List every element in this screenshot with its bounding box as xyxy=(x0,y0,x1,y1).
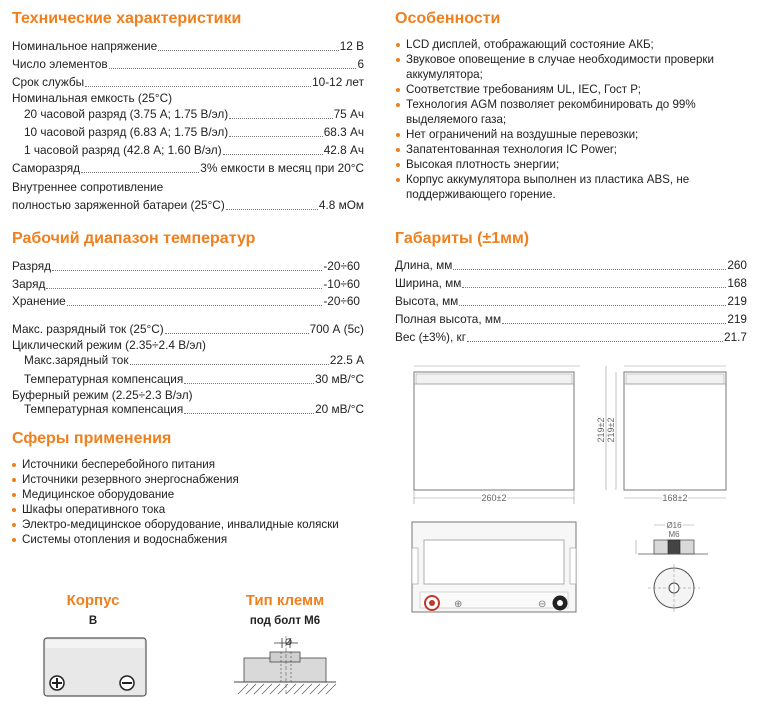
leader-dots xyxy=(453,268,726,270)
spec-label: полностью заряженной батареи (25°C) xyxy=(12,198,225,212)
temp-value: -20÷60 xyxy=(323,259,360,273)
dim-weight xyxy=(395,329,747,344)
list-item: Шкафы оперативного тока xyxy=(10,502,370,517)
terminal-thread-label: M6 xyxy=(668,530,680,539)
temp-storage xyxy=(12,293,360,308)
dim-label: Длина, мм xyxy=(395,258,453,272)
temp-title: Рабочий диапазон температур xyxy=(12,230,256,247)
spec-value: 68.3 Ач xyxy=(323,125,364,139)
dim-label: Полная высота, мм xyxy=(395,312,502,326)
leader-dots xyxy=(229,117,332,119)
spec-nominal-voltage xyxy=(12,38,364,53)
leader-dots xyxy=(81,171,199,173)
spec-label: 10 часовой разряд (6.83 А; 1.75 В/эл) xyxy=(24,125,229,139)
side-view-drawing xyxy=(590,358,740,508)
dim-label: Ширина, мм xyxy=(395,276,462,290)
terminal-type: под болт М6 xyxy=(249,615,321,627)
list-item: Нет ограничений на воздушные перевозки; xyxy=(394,127,734,142)
dim-value: 260 xyxy=(727,258,747,272)
front-width-label: 260±2 xyxy=(481,493,507,503)
spec-value: 6 xyxy=(357,57,364,71)
side-width-label: 168±2 xyxy=(662,493,688,503)
temp-value: -20÷60 xyxy=(323,294,360,308)
spec-cap-1h xyxy=(24,142,364,157)
resistance-title: Внутреннее сопротивление xyxy=(12,180,164,194)
param-value: 22.5 А xyxy=(329,353,364,367)
capacity-title: Номинальная емкость (25°C) xyxy=(12,91,173,105)
dim-width xyxy=(395,275,747,290)
dim-value: 219 xyxy=(727,312,747,326)
front-view-drawing xyxy=(400,358,600,508)
buffer-mode-title: Буферный режим (2.25÷2.3 В/эл) xyxy=(12,388,193,402)
spec-label: Номинальное напряжение xyxy=(12,39,158,53)
spec-cap-10h xyxy=(24,124,364,139)
features-list xyxy=(394,37,734,202)
top-view-drawing xyxy=(408,518,583,618)
temp-label: Заряд xyxy=(12,277,46,291)
param-label: Макс. разрядный ток (25°C) xyxy=(12,322,164,336)
applications-list xyxy=(10,457,370,547)
list-item: Соответствие требованиям UL, IEC, Гост Р; xyxy=(394,82,734,97)
leader-dots xyxy=(502,322,726,324)
case-type: B xyxy=(88,615,98,627)
dim-value: 21.7 xyxy=(724,330,747,344)
spec-value: 42.8 Ач xyxy=(323,143,364,157)
temp-comp-cyclic xyxy=(24,371,364,386)
list-item: Технология AGM позволяет рекомбинировать до 99% выделяемого газа; xyxy=(394,97,734,127)
dim-value: 219 xyxy=(727,294,747,308)
list-item: Корпус аккумулятора выполнен из пластика ABS, не поддерживающего горение. xyxy=(394,172,734,202)
spec-value: 10-12 лет xyxy=(312,75,364,89)
leader-dots xyxy=(226,208,318,210)
terminal-drawing xyxy=(232,634,338,702)
height-label-b: 219±2 xyxy=(606,417,616,443)
param-value: 30 мВ/°C xyxy=(315,372,364,386)
spec-value: 12 В xyxy=(339,39,364,53)
leader-dots xyxy=(459,304,726,306)
spec-cap-20h xyxy=(24,106,364,121)
negative-terminal-icon xyxy=(120,676,134,690)
terminal-detail-drawing xyxy=(628,518,728,614)
spec-resistance xyxy=(12,197,364,212)
thread-symbol: Ø xyxy=(285,637,293,647)
minus-sign-icon: ⊖ xyxy=(538,599,547,610)
temp-comp-buffer xyxy=(24,401,364,416)
list-item: Электро-медицинское оборудование, инвалидные коляски xyxy=(10,517,370,532)
temp-discharge xyxy=(12,258,360,273)
temp-label: Разряд xyxy=(12,259,52,273)
dim-value: 168 xyxy=(727,276,747,290)
list-item: Системы отопления и водоснабжения xyxy=(10,532,370,547)
list-item: LCD дисплей, отображающий состояние АКБ; xyxy=(394,37,734,52)
param-label: Температурная компенсация xyxy=(24,372,184,386)
dim-length xyxy=(395,257,747,272)
spec-value: 3% емкости в месяц при 20°C xyxy=(200,161,364,175)
spec-label: 20 часовой разряд (3.75 А; 1.75 В/эл) xyxy=(24,107,229,121)
leader-dots xyxy=(158,49,339,51)
list-item: Медицинское оборудование xyxy=(10,487,370,502)
param-label: Макс.зарядный ток xyxy=(24,353,129,367)
list-item: Источники бесперебойного питания xyxy=(10,457,370,472)
spec-value: 75 Ач xyxy=(333,107,364,121)
dim-label: Вес (±3%), кг xyxy=(395,330,467,344)
dim-full-height xyxy=(395,311,747,326)
leader-dots xyxy=(85,85,311,87)
spec-value: 4.8 мОм xyxy=(318,198,364,212)
case-drawing xyxy=(40,634,150,700)
dim-height xyxy=(395,293,747,308)
leader-dots xyxy=(67,304,323,306)
temp-charge xyxy=(12,276,360,291)
positive-terminal-icon xyxy=(50,676,64,690)
spec-label: Число элементов xyxy=(12,57,108,71)
list-item: Источники резервного энергоснабжения xyxy=(10,472,370,487)
height-label-a: 219±2 xyxy=(596,417,606,443)
specs-title: Технические характеристики xyxy=(12,10,242,27)
leader-dots xyxy=(130,363,329,365)
max-charge-current xyxy=(24,352,364,367)
dimensions-title: Габариты (±1мм) xyxy=(395,230,530,247)
list-item: Звуковое оповещение в случае необходимости проверки аккумулятора; xyxy=(394,52,734,82)
cyclic-mode-title: Циклический режим (2.35÷2.4 В/эл) xyxy=(12,338,206,352)
param-label: Температурная компенсация xyxy=(24,402,184,416)
leader-dots xyxy=(52,269,322,271)
applications-title: Сферы применения xyxy=(12,430,172,447)
spec-cells xyxy=(12,56,364,71)
leader-dots xyxy=(46,287,322,289)
leader-dots xyxy=(165,332,309,334)
spec-label: Саморазряд xyxy=(12,161,80,175)
leader-dots xyxy=(229,135,323,137)
spec-label: 1 часовой разряд (42.8 А; 1.60 В/эл) xyxy=(24,143,222,157)
leader-dots xyxy=(184,382,314,384)
spec-self-discharge xyxy=(12,160,364,175)
leader-dots xyxy=(184,412,314,414)
list-item: Запатентованная технология IC Power; xyxy=(394,142,734,157)
param-value: 700 А (5с) xyxy=(309,322,364,336)
temp-value: -10÷60 xyxy=(323,277,360,291)
negative-terminal-icon xyxy=(553,596,567,610)
param-value: 20 мВ/°C xyxy=(315,402,364,416)
positive-terminal-icon xyxy=(425,596,439,610)
leader-dots xyxy=(223,153,323,155)
case-title: Корпус xyxy=(66,592,120,609)
terminal-diameter-label: Ø16 xyxy=(666,521,682,530)
temp-label: Хранение xyxy=(12,294,66,308)
leader-dots xyxy=(109,67,357,69)
plus-sign-icon: ⊕ xyxy=(454,599,463,610)
dim-label: Высота, мм xyxy=(395,294,459,308)
max-discharge-current xyxy=(12,321,364,336)
list-item: Высокая плотность энергии; xyxy=(394,157,734,172)
leader-dots xyxy=(467,340,723,342)
spec-label: Срок службы xyxy=(12,75,85,89)
features-title: Особенности xyxy=(395,10,501,27)
leader-dots xyxy=(462,286,726,288)
terminal-title: Тип клемм xyxy=(245,592,325,609)
spec-service-life xyxy=(12,74,364,89)
